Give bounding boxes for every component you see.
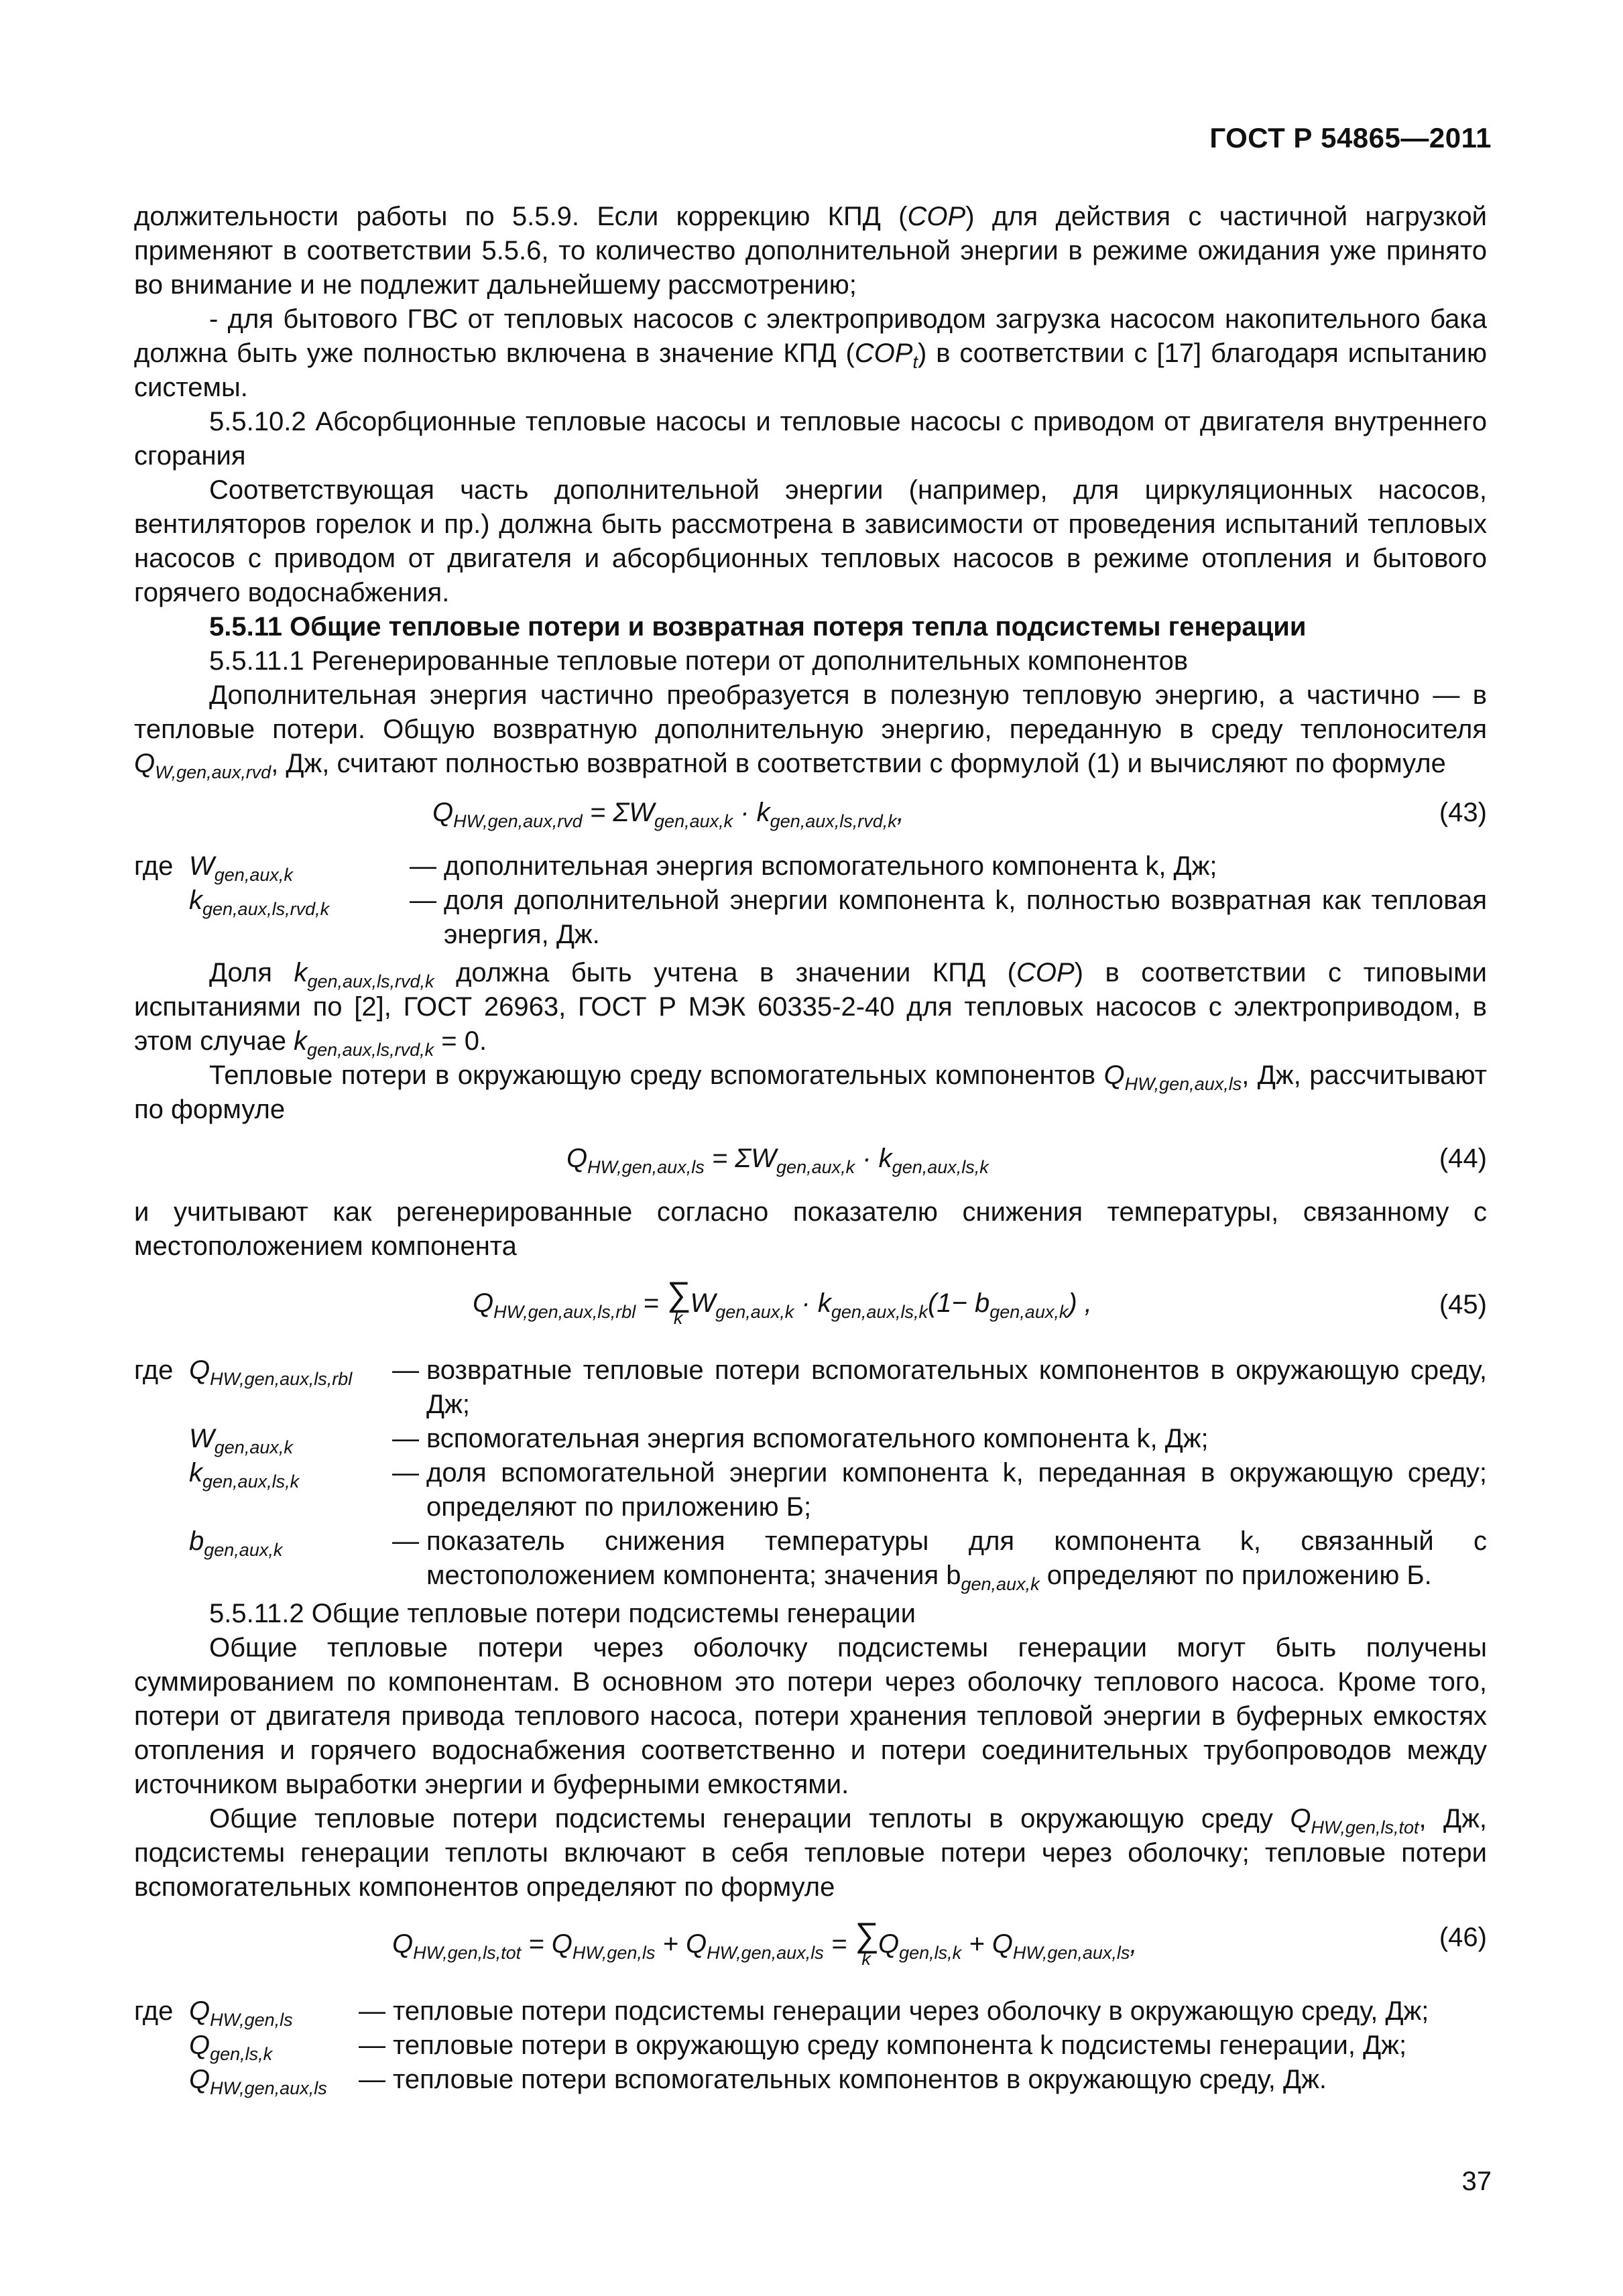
definition-row: $k_{gen,aux,ls,k}$ — доля вспомогательной энергии компонента k, переданная в окружающую среду; определяют по приложению Б; [189,1458,1487,1522]
paragraph: Доля $k_{gen,aux,ls,rvd,k}$ должна быть учтена в значении КПД (COP) в соответствии с типовыми испытаниями по [2], ГОСТ 26963, ГОСТ Р МЭК 60335-2-40 для тепловых насосов с электроприводом, в этом случае $k_{gen,aux,ls,rvd,k} = 0$. [134,958,1487,1060]
definitions-45 [134,1353,1487,1593]
section-heading-5-5-11: 5.5.11 Общие тепловые потери и возвратная потеря тепла подсистемы генерации [209,612,1307,642]
definition-row: где $Q_{HW,gen,ls}$ — тепловые потери подсистемы генерации через оболочку в окружающую среду, Дж; [134,1996,1429,2030]
definitions-46 [134,1994,1487,2097]
summation-sign: ∑ k [854,1916,878,1969]
section-heading-5-5-11-1: 5.5.11.1 Регенерированные тепловые потери от дополнительных компонентов [209,646,1189,676]
formula-45 [134,1273,1487,1344]
formula-43-expression: $Q_{HW,gen,aux,rvd} = \Sigma W_{gen,aux,k} \cdot k_{gen,aux,ls,rvd,k}$, [432,798,904,831]
section-heading-5-5-10-2: 5.5.10.2 Абсорбционные тепловые насосы и тепловые насосы с приводом от двигателя внутреннего сгорания [134,407,1487,471]
summation-sign: ∑ k [666,1275,690,1328]
formula-45-number: (45) [1439,1290,1487,1319]
formula-44 [134,1136,1487,1186]
formula-46 [134,1914,1487,1985]
definition-row: где $Q_{HW,gen,aux,ls,rbl}$ — возвратные тепловые потери вспомогательных компонентов в окружающую среду, Дж; [134,1355,1487,1419]
formula-46-expression: $Q_{HW,gen,ls,tot} = Q_{HW,gen,ls} + Q_{HW,gen,aux,ls}$ = ∑ k $Q_{gen,ls,k} + Q_{HW,gen,aux,ls}$, [392,1916,1138,1969]
paragraph: Соответствующая часть дополнительной энергии (например, для циркуляционных насосов, вентиляторов горелок и пр.) должна быть рассмотрена в зависимости от проведения испытаний тепловых насосов с приводом от двигателя и абсорбционных тепловых насосов в режиме отопления и бытового горячего водоснабжения. [134,475,1487,607]
paragraph: Общие тепловые потери подсистемы генерации теплоты в окружающую среду $Q_{HW,gen,ls,tot}$, Дж, подсистемы генерации теплоты включают в себя тепловые потери через оболочку; тепловые потери вспомогательных компонентов определяют по формуле [134,1804,1488,1902]
formula-43 [134,790,1487,840]
formula-44-number: (44) [1439,1144,1487,1173]
definition-row: $Q_{gen,ls,k}$ — тепловые потери в окружающую среду компонента k подсистемы генерации, Дж; [189,2031,1407,2064]
formula-44-expression: $Q_{HW,gen,aux,ls} = \Sigma W_{gen,aux,k} \cdot k_{gen,aux,ls,k}$ [566,1144,989,1177]
formula-43-number: (43) [1439,798,1487,827]
standard-header: ГОСТ Р 54865—2011 [1209,122,1492,154]
paragraph: Дополнительная энергия частично преобразуется в полезную тепловую энергию, а частично — в тепловые потери. Общую возвратную дополнительную энергию, переданную в среду теплоносителя $Q_{W,gen,aux,rvd}$, Дж, считают полностью возвратной в соответствии с формулой (1) и вычисляют по формуле [134,680,1487,782]
definition-row: $k_{gen,aux,ls,rvd,k}$ — доля дополнительной энергии компонента k, полностью возвратная как тепловая энергия, Дж. [189,886,1487,949]
formula-46-number: (46) [1439,1923,1487,1952]
paragraph: Тепловые потери в окружающую среду вспомогательных компонентов $Q_{HW,gen,aux,ls}$, Дж, рассчитывают по формуле [134,1061,1487,1124]
formula-45-expression: $Q_{HW,gen,aux,ls,rbl}$ = ∑ k $W_{gen,aux,k} \cdot k_{gen,aux,ls,k}(1- b_{gen,aux,k})$ , [473,1275,1092,1328]
definition-row: $W_{gen,aux,k}$ — вспомогательная энергия вспомогательного компонента k, Дж; [189,1424,1209,1457]
definition-row: где $W_{gen,aux,k}$ — дополнительная энергия вспомогательного компонента k, Дж; [134,851,1217,885]
paragraph: должительности работы по 5.5.9. Если коррекцию КПД (COP) для действия с частичной нагрузкой применяют в соответствии 5.5.6, то количество дополнительной энергии в режиме ожидания уже принято во внимание и не подлежит дальнейшему рассмотрению; [134,202,1487,300]
paragraph: - для бытового ГВС от тепловых насосов с электроприводом загрузка насосом накопительного бака должна быть уже полностью включена в значение КПД $(COP_t)$ в соответствии с [17] благодаря испытанию системы. [134,304,1487,402]
paragraph: Общие тепловые потери через оболочку подсистемы генерации могут быть получены суммированием по компонентам. В основном это потери через оболочку теплового насоса. Кроме того, потери от двигателя привода теплового насоса, потери хранения тепловой энергии в буферных емкостях отопления и горячего водоснабжения соответственно и потери соединительных трубопроводов между источником выработки энергии и буферными емкостями. [134,1633,1487,1799]
definition-row: $b_{gen,aux,k}$ — показатель снижения температуры для компонента k, связанный с местоположением компонента; значения $b_{gen,aux,k}$ определяют по приложению Б. [189,1526,1487,1594]
definitions-43 [134,849,1487,952]
definition-row: $Q_{HW,gen,aux,ls}$ — тепловые потери вспомогательных компонентов в окружающую среду, Дж. [189,2065,1327,2098]
document-body [134,200,1487,2101]
page-number: 37 [1461,2167,1492,2196]
section-heading-5-5-11-2: 5.5.11.2 Общие тепловые потери подсистемы генерации [209,1599,916,1628]
paragraph: и учитывают как регенерированные согласно показателю снижения температуры, связанному с местоположением компонента [134,1197,1487,1261]
